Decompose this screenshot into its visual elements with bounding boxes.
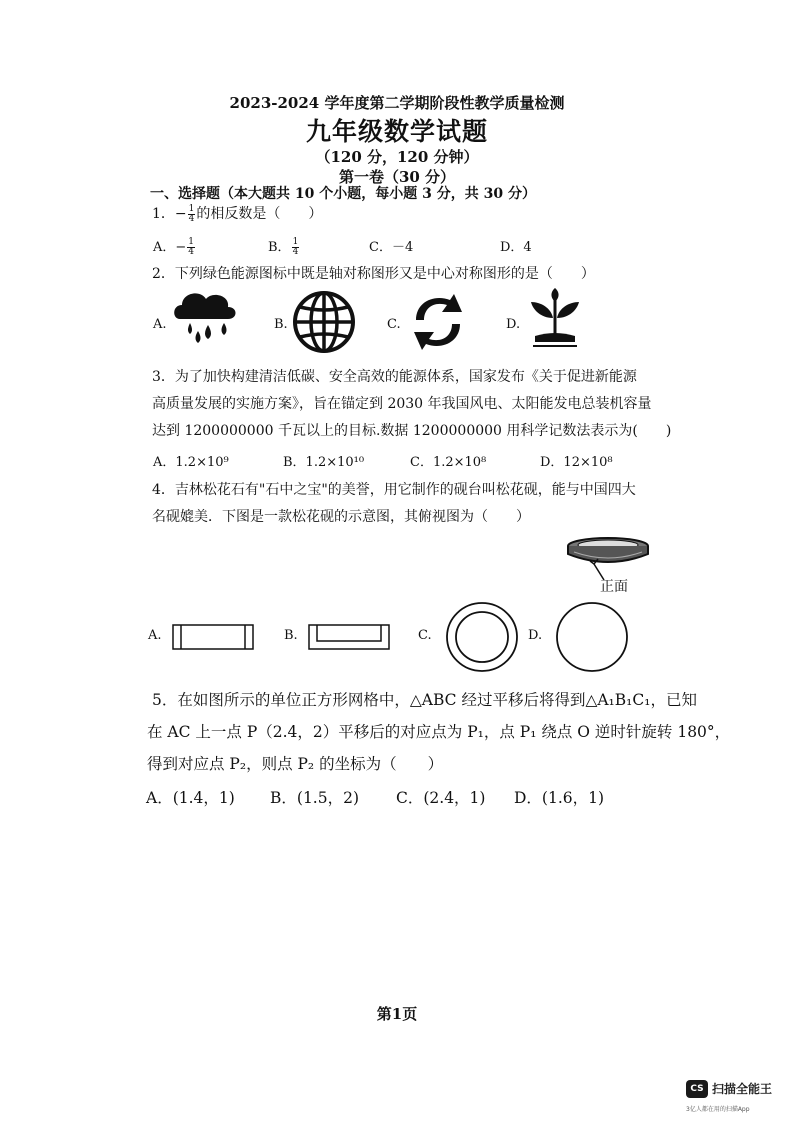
q1-prefix: 1．− (152, 206, 187, 222)
q4-option-b-label: B. (284, 628, 298, 643)
exam-score-time: （120 分，120 分钟） (315, 148, 479, 166)
q2-option-d-label: D. (506, 317, 521, 332)
q4-option-d-label: D. (528, 628, 543, 643)
question-3-line-3: 达到 1200000000 千瓦以上的目标.数据 1200000000 用科学记数法表示为( ) (152, 423, 672, 439)
q1-option-a (153, 236, 196, 257)
front-view-label: 正面 (600, 579, 628, 595)
section-title: 一、选择题（本大题共 10 个小题，每小题 3 分，共 30 分） (150, 186, 536, 202)
scanner-logo-icon: CS (686, 1080, 708, 1098)
q1-frac-den: 4 (188, 213, 195, 224)
q3-option-d: D．12×10⁸ (540, 455, 613, 470)
q4-option-a-figure (172, 624, 254, 650)
exam-volume-title: 第一卷（30 分） (338, 168, 456, 186)
q2-option-b-label: B. (274, 317, 288, 332)
question-5-line-2: 在 AC 上一点 P（2.4，2）平移后的对应点为 P₁，点 P₁ 绕点 O 逆时针旋转 180°， (147, 723, 731, 741)
q1-frac-num: 1 (188, 203, 195, 214)
q1-option-b (268, 236, 300, 257)
q1-option-c: C．－4 (369, 240, 414, 255)
q1-option-b-num: 1 (292, 237, 299, 247)
q4-option-c-label: C. (418, 628, 432, 643)
q2-option-c-label: C. (387, 317, 401, 332)
q3-option-b: B．1.2×10¹⁰ (283, 455, 365, 470)
q1-option-b-den: 4 (292, 247, 299, 257)
page-number: 第1页 (376, 1005, 418, 1023)
recycle-arrows-icon (404, 290, 472, 354)
question-3-line-1: 3．为了加快构建清洁低碳、安全高效的能源体系，国家发布《关于促进新能源 (152, 369, 637, 385)
question-4-line-2: 名砚媲美．下图是一款松花砚的示意图，其俯视图为（ ） (152, 509, 530, 525)
q3-option-a: A．1.2×10⁹ (153, 455, 229, 470)
q5-option-a: A．(1.4，1) (146, 789, 235, 807)
q5-option-c: C．(2.4，1) (396, 789, 486, 807)
question-4-line-1: 4．吉林松花石有"石中之宝"的美誉，用它制作的砚台叫松花砚，能与中国四大 (152, 482, 636, 498)
q2-option-a-label: A. (153, 317, 167, 332)
globe-icon (292, 290, 356, 354)
scanner-tagline: 3亿人都在用的扫描App (686, 1106, 750, 1113)
question-2-stem: 2．下列绿色能源图标中既是轴对称图形又是中心对称图形的是（ ） (152, 266, 595, 282)
rain-cloud-icon (170, 287, 240, 349)
q5-option-b: B．(1.5，2) (270, 789, 359, 807)
q1-fraction (188, 205, 196, 224)
question-5-line-3: 得到对应点 P₂，则点 P₂ 的坐标为（ ） (147, 755, 444, 773)
q4-option-a-label: A. (148, 628, 162, 643)
q5-option-d: D．(1.6，1) (514, 789, 605, 807)
q1-option-a-den: 4 (188, 247, 195, 257)
q3-option-c: C．1.2×10⁸ (410, 455, 487, 470)
scanner-watermark (686, 1080, 786, 1120)
q4-option-b-figure (308, 624, 390, 650)
q1-option-d: D．4 (500, 240, 532, 255)
q4-option-c-figure (444, 601, 520, 673)
q1-option-a-num: 1 (188, 237, 195, 247)
scanner-app-name: 扫描全能王 (712, 1082, 773, 1096)
q1-suffix: 的相反数是（ ） (196, 206, 323, 222)
q1-option-b-label: B． (268, 240, 291, 255)
question-5-line-1: 5．在如图所示的单位正方形网格中，△ABC 经过平移后将得到△A₁B₁C₁，已知 (152, 691, 697, 709)
question-1-stem (152, 203, 322, 224)
question-3-line-2: 高质量发展的实施方案》，旨在锚定到 2030 年我国风电、太阳能发电总装机容量 (152, 396, 652, 412)
exam-title: 九年级数学试题 (305, 117, 488, 146)
exam-term-header: 2023-2024 学年度第二学期阶段性教学质量检测 (229, 94, 565, 112)
q1-option-a-label: A．− (153, 240, 187, 255)
q4-option-d-figure (554, 601, 630, 673)
sprout-icon (525, 288, 585, 352)
